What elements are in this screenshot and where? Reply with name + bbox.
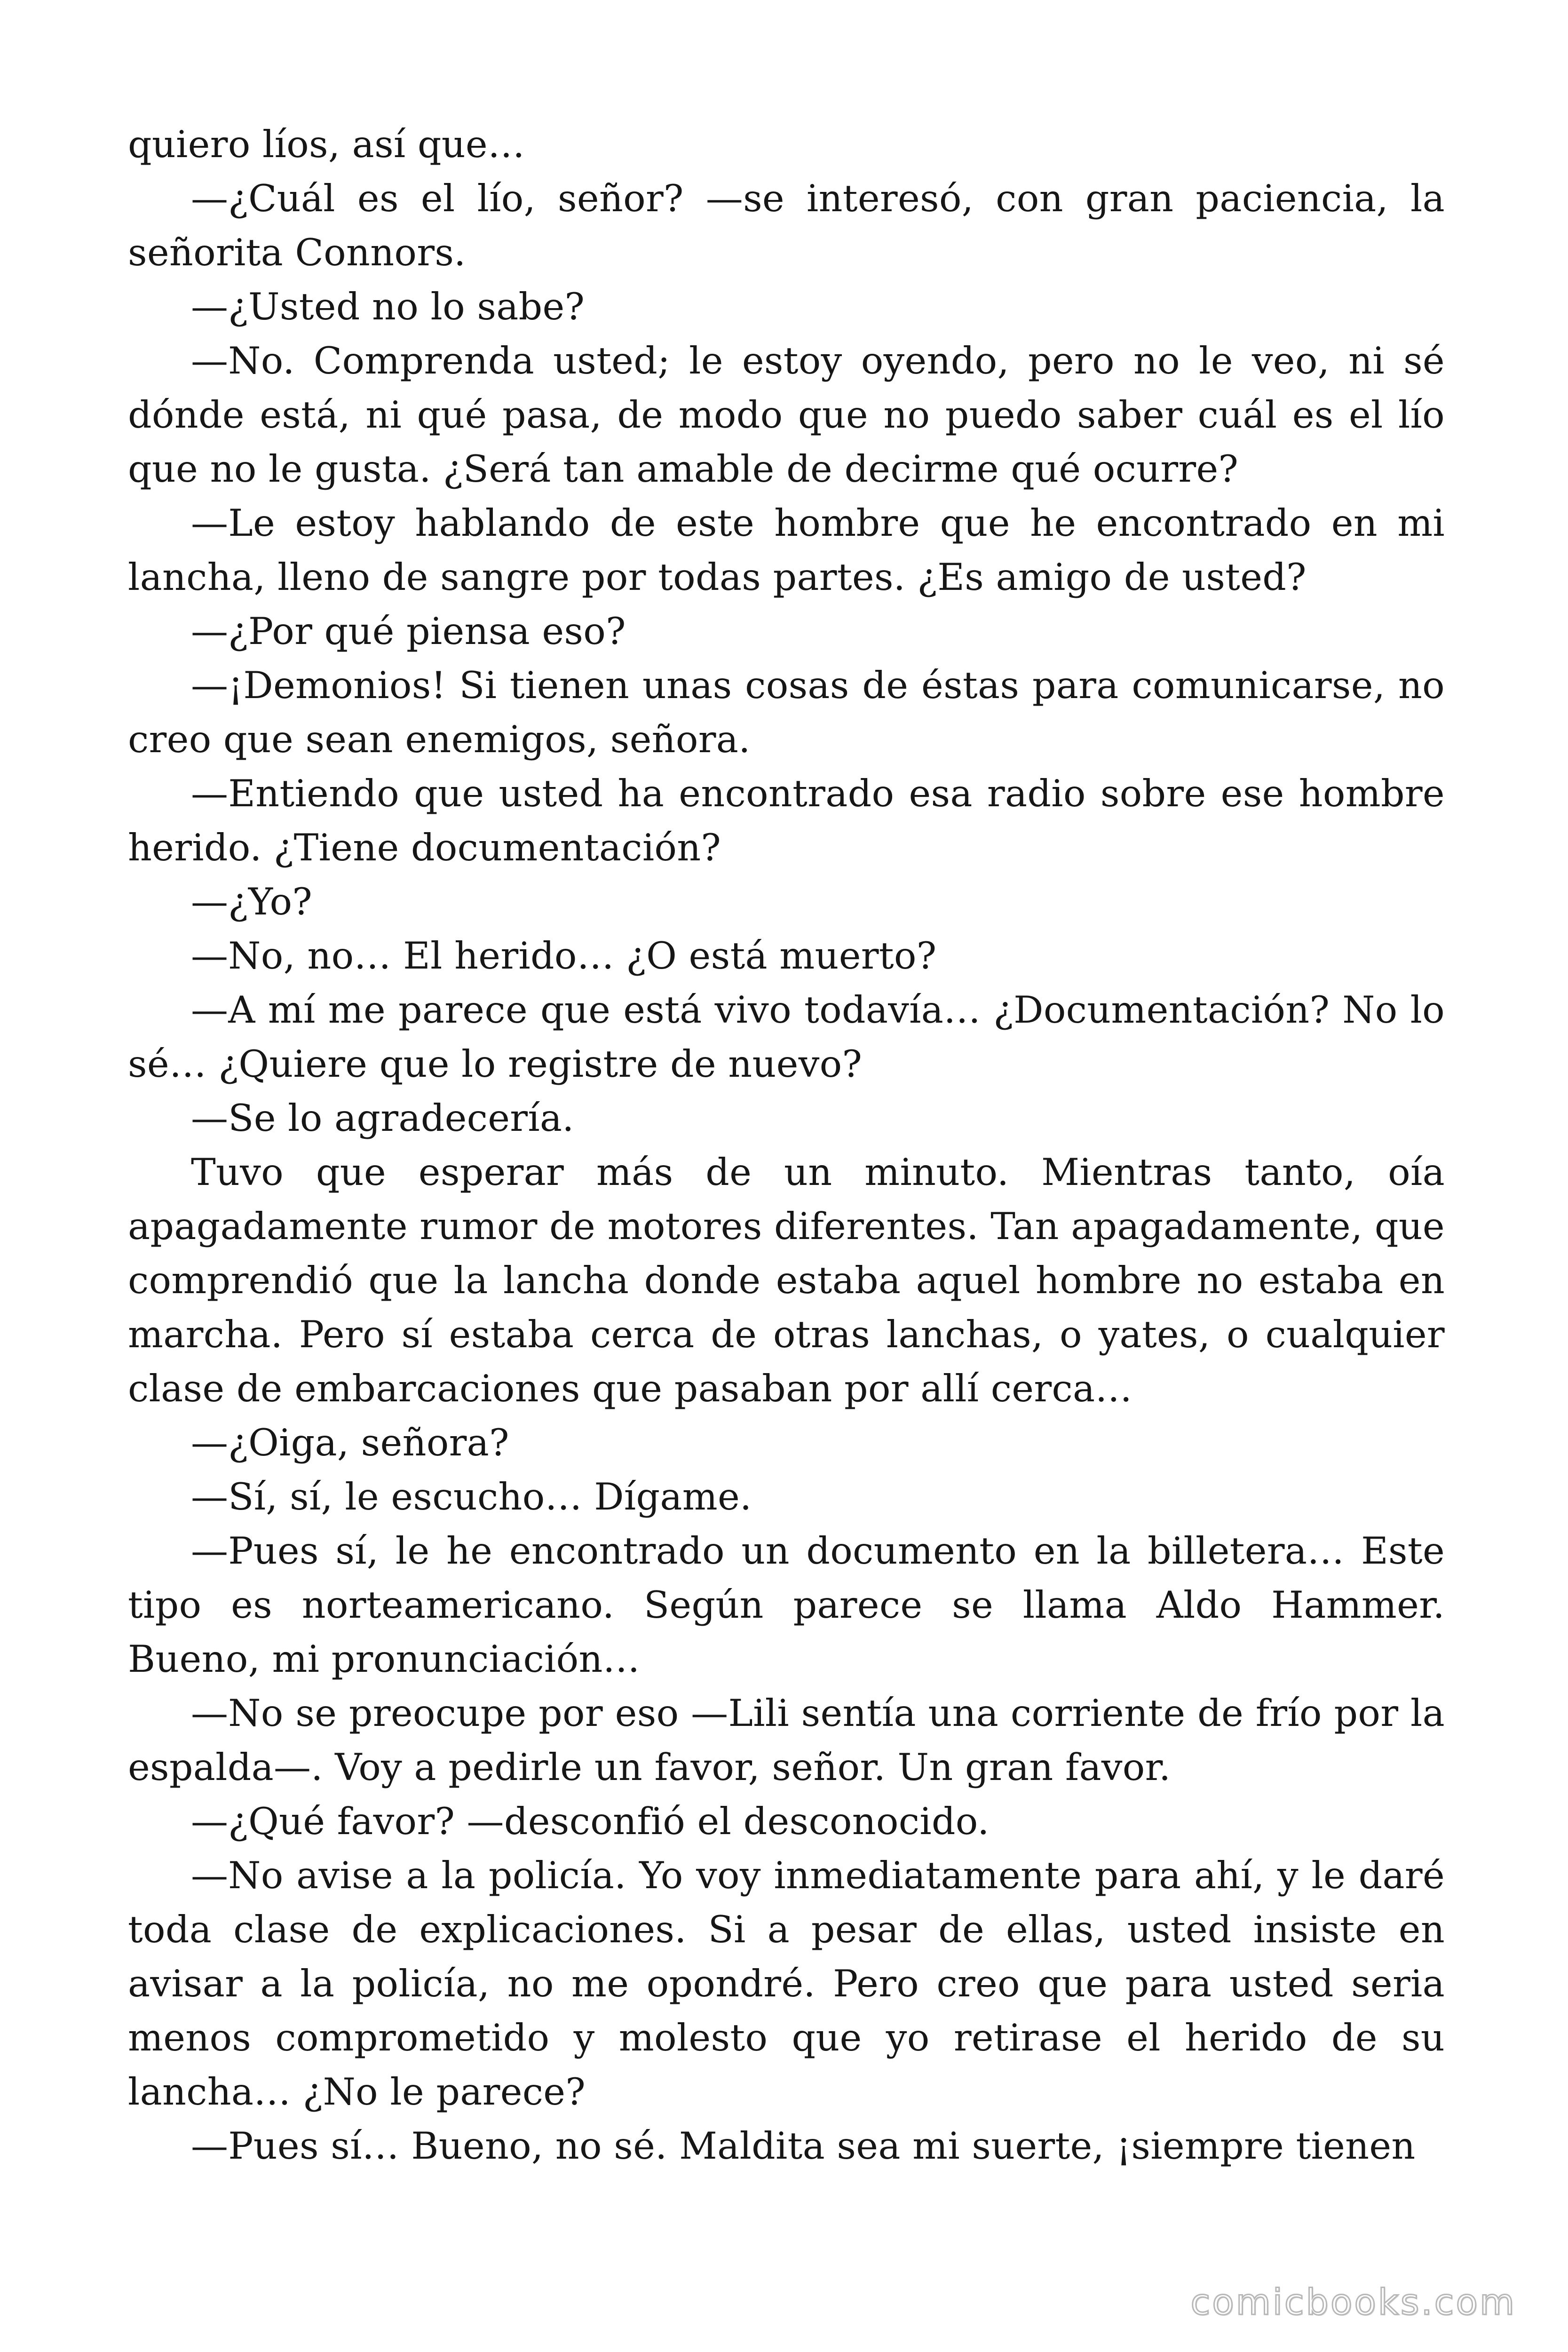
paragraph: —¿Usted no lo sabe? — [191, 285, 585, 328]
paragraph: —¿Cuál es el lío, señor? —se interesó, con gran paciencia, la señorita Connors. — [128, 177, 1445, 274]
paragraph: —¿Qué favor? —desconfió el desconocido. — [191, 1800, 990, 1843]
paragraph: —¿Yo? — [191, 880, 313, 923]
paragraph: —¿Oiga, señora? — [191, 1421, 509, 1464]
paragraph: —Se lo agradecería. — [191, 1097, 574, 1140]
paragraph: —Pues sí, le he encontrado un documento en la billetera… Este tipo es norteamericano. Según parece se llama Aldo Hammer. Bueno, mi pronunciación… — [128, 1529, 1445, 1681]
paragraph: —No se preocupe por eso —Lili sentía una corriente de frío por la espalda—. Voy a pedirle un favor, señor. Un gran favor. — [128, 1692, 1445, 1789]
paragraph: —A mí me parece que está vivo todavía… ¿Documentación? No lo sé… ¿Quiere que lo registre de nuevo? — [128, 988, 1445, 1086]
paragraph: —Le estoy hablando de este hombre que he encontrado en mi lancha, lleno de sangre por todas partes. ¿Es amigo de usted? — [128, 501, 1445, 599]
paragraph: —No. Comprenda usted; le estoy oyendo, pero no le veo, ni sé dónde está, ni qué pasa, de modo que no puedo saber cuál es el lío que no le gusta. ¿Será tan amable de decirme qué ocurre? — [128, 339, 1445, 491]
paragraph: —¿Por qué piensa eso? — [191, 610, 626, 653]
paragraph: —Entiendo que usted ha encontrado esa radio sobre ese hombre herido. ¿Tiene documentación? — [128, 772, 1445, 869]
paragraph: Tuvo que esperar más de un minuto. Mientras tanto, oía apagadamente rumor de motores diferentes. Tan apagadamente, que comprendió que la lancha donde estaba aquel hombre no estaba en marcha. Pero sí estaba cerca de otras lanchas, o yates, o cualquier clase de embarcaciones que pasaban por allí cerca… — [128, 1151, 1445, 1410]
paragraph: —No avise a la policía. Yo voy inmediatamente para ahí, y le daré toda clase de explicaciones. Si a pesar de ellas, usted insiste en avisar a la policía, no me opondré. Pero creo que para usted seria menos comprometido y molesto que yo retirase el herido de su lancha… ¿No le parece? — [128, 1854, 1445, 2114]
paragraph: quiero líos, así que… — [128, 123, 525, 166]
paragraph: —¡Demonios! Si tienen unas cosas de éstas para comunicarse, no creo que sean enemigos, señora. — [128, 664, 1445, 761]
watermark: comicbooks.com — [1190, 2281, 1516, 2323]
book-page-text — [128, 118, 1445, 2173]
paragraph: —Pues sí… Bueno, no sé. Maldita sea mi suerte, ¡siempre tienen — [191, 2124, 1416, 2168]
paragraph: —Sí, sí, le escucho… Dígame. — [191, 1475, 752, 1518]
paragraph: —No, no… El herido… ¿O está muerto? — [191, 934, 937, 977]
